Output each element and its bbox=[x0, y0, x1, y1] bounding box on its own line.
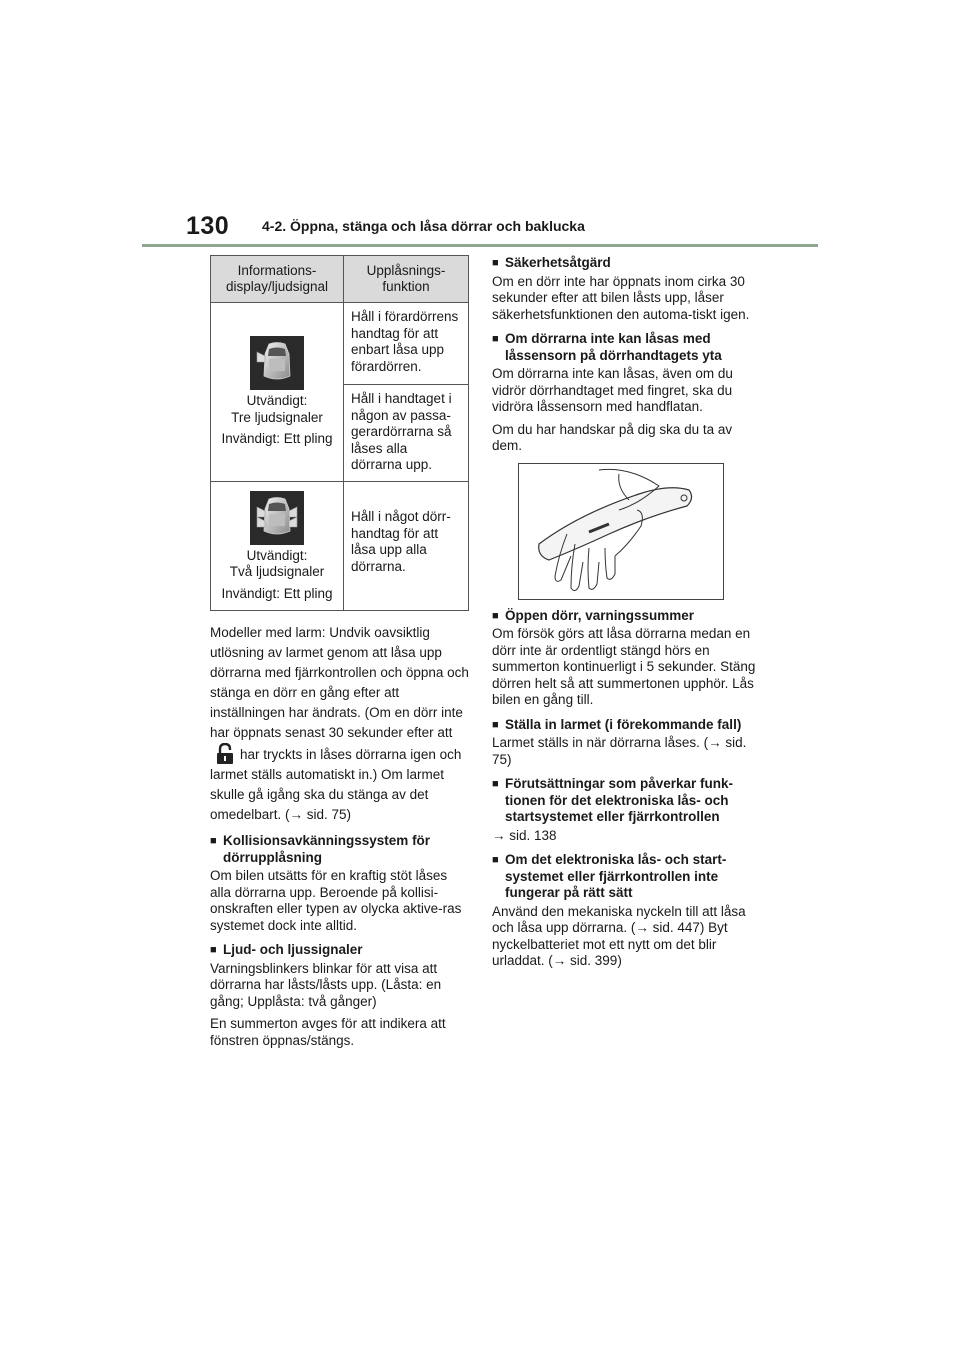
section-title: Kollisionsavkänningssystem för dörrupplåsning bbox=[223, 833, 431, 865]
section-paragraph: Om du har handskar på dig ska du ta av dem. bbox=[492, 421, 733, 453]
section-title: Om dörrarna inte kan låsas med låssensorn på dörrhandtagets yta bbox=[505, 331, 722, 363]
display-cell bbox=[211, 303, 344, 482]
alarm-text-part2: har tryckts in låses dörrarna igen och larmet ställs automatiskt in.) Om larmet skulle gå igång ska du stänga av det omedelbart. (→ sid. 75) bbox=[210, 747, 462, 822]
section-title: Öppen dörr, varningssummer bbox=[505, 607, 695, 623]
section-paragraph: Använd den mekaniska nyckeln till att låsa och låsa upp dörrarna. (→ sid. 447) Byt nyckelbatteriet mot ett nytt om det blir urladdat. (→ sid. 399) bbox=[492, 903, 746, 968]
inside-signal-text: Invändigt: Ett pling bbox=[221, 431, 333, 446]
square-bullet-icon: ■ bbox=[492, 778, 499, 790]
hand-on-door-handle-illustration bbox=[518, 463, 724, 600]
function-cell: Håll i förardörrens handtag för att enbart låsa upp förardörren. bbox=[344, 303, 469, 385]
table-row bbox=[211, 303, 469, 385]
section-title: Ställa in larmet (i förekommande fall) bbox=[505, 716, 742, 732]
section-title: Ljud- och ljussignaler bbox=[223, 942, 363, 957]
display-cell bbox=[211, 481, 344, 611]
car-unlock-driver-icon bbox=[250, 336, 304, 390]
section-heading bbox=[492, 717, 764, 734]
function-cell: Håll i handtaget i någon av passa-gerardörrarna så låses alla dörrarna upp. bbox=[344, 385, 469, 482]
right-column bbox=[492, 255, 764, 976]
square-bullet-icon: ■ bbox=[210, 944, 217, 956]
square-bullet-icon: ■ bbox=[492, 718, 499, 731]
lock-button-icon bbox=[215, 743, 235, 765]
table-row bbox=[211, 481, 469, 611]
alarm-paragraph bbox=[210, 623, 470, 825]
square-bullet-icon: ■ bbox=[492, 333, 499, 345]
inside-signal-text: Invändigt: Ett pling bbox=[221, 585, 333, 601]
section-title: Säkerhetsåtgärd bbox=[505, 255, 611, 270]
section-heading bbox=[492, 608, 764, 625]
section-paragraph: Om en dörr inte har öppnats inom cirka 30 sekunder efter att bilen låsts upp, låser säkerhetsfunktionen den automa-tiskt igen. bbox=[492, 273, 750, 322]
section-heading bbox=[210, 833, 470, 866]
section-paragraph: Om dörrarna inte kan låsas, även om du vidrör dörrhandtaget med fingret, ska du vidröra låssensorn med handflatan. bbox=[492, 366, 733, 414]
outside-signal-text: Utvändigt: Två ljudsignaler bbox=[229, 547, 325, 579]
page-number: 130 bbox=[186, 212, 230, 240]
car-unlock-all-icon bbox=[250, 491, 304, 545]
section-heading bbox=[492, 331, 764, 364]
section-heading bbox=[210, 942, 470, 959]
square-bullet-icon: ■ bbox=[210, 835, 217, 847]
section-title: Om det elektroniska lås- och start-systemet eller fjärrkontrollen inte fungerar på rätt sätt bbox=[505, 852, 727, 900]
square-bullet-icon: ■ bbox=[492, 854, 499, 866]
section-paragraph: En summerton avges för att indikera att fönstren öppnas/stängs. bbox=[210, 1016, 446, 1048]
table-header-function: Upplåsnings- funktion bbox=[344, 256, 469, 303]
square-bullet-icon: ■ bbox=[492, 609, 499, 622]
section-heading bbox=[492, 255, 764, 272]
chapter-title: 4-2. Öppna, stänga och låsa dörrar och baklucka bbox=[262, 218, 585, 234]
section-paragraph: Om bilen utsätts för en kraftig stöt låses alla dörrarna upp. Beroende på kollisi-onskraften eller typen av olycka aktive-ras systemet dock inte alltid. bbox=[210, 868, 462, 933]
section-paragraph: → sid. 138 bbox=[492, 827, 557, 843]
table-header-display: Informations- display/ljudsignal bbox=[211, 256, 344, 303]
function-cell: Håll i något dörr-handtag för att låsa upp alla dörrarna. bbox=[344, 481, 469, 611]
square-bullet-icon: ■ bbox=[492, 257, 499, 269]
alarm-text-part1: Modeller med larm: Undvik oavsiktlig utlösning av larmet genom att låsa upp dörrarna med fjärrkontrollen och öppna och stänga en dörr en gång efter att inställningen har ändrats. (Om en dörr inte har öppnats senast 30 sekunder efter att bbox=[210, 625, 469, 740]
section-paragraph: Varningsblinkers blinkar för att visa att dörrarna har låsts/låsts upp. (Låsta: en gång; Upplåsta: två gånger) bbox=[210, 960, 442, 1009]
unlock-signal-table bbox=[210, 255, 469, 611]
section-heading bbox=[492, 852, 764, 902]
section-title: Förutsättningar som påverkar funk-tionen för det elektroniska lås- och startsystemet eller fjärrkontrollen bbox=[505, 776, 734, 824]
left-column bbox=[210, 255, 470, 1055]
section-paragraph: Om försök görs att låsa dörrarna medan en dörr inte är ordentligt stängd hörs en summerton kontinuerligt i 5 sekunder. Stäng dörren helt så att summertonen upphör. Lås bilen en gång till. bbox=[492, 626, 756, 707]
header-rule bbox=[142, 244, 818, 247]
outside-signal-text: Utvändigt: Tre ljudsignaler bbox=[231, 393, 323, 425]
section-heading bbox=[492, 776, 764, 826]
section-paragraph: Larmet ställs in när dörrarna låses. (→ sid. 75) bbox=[492, 735, 747, 767]
